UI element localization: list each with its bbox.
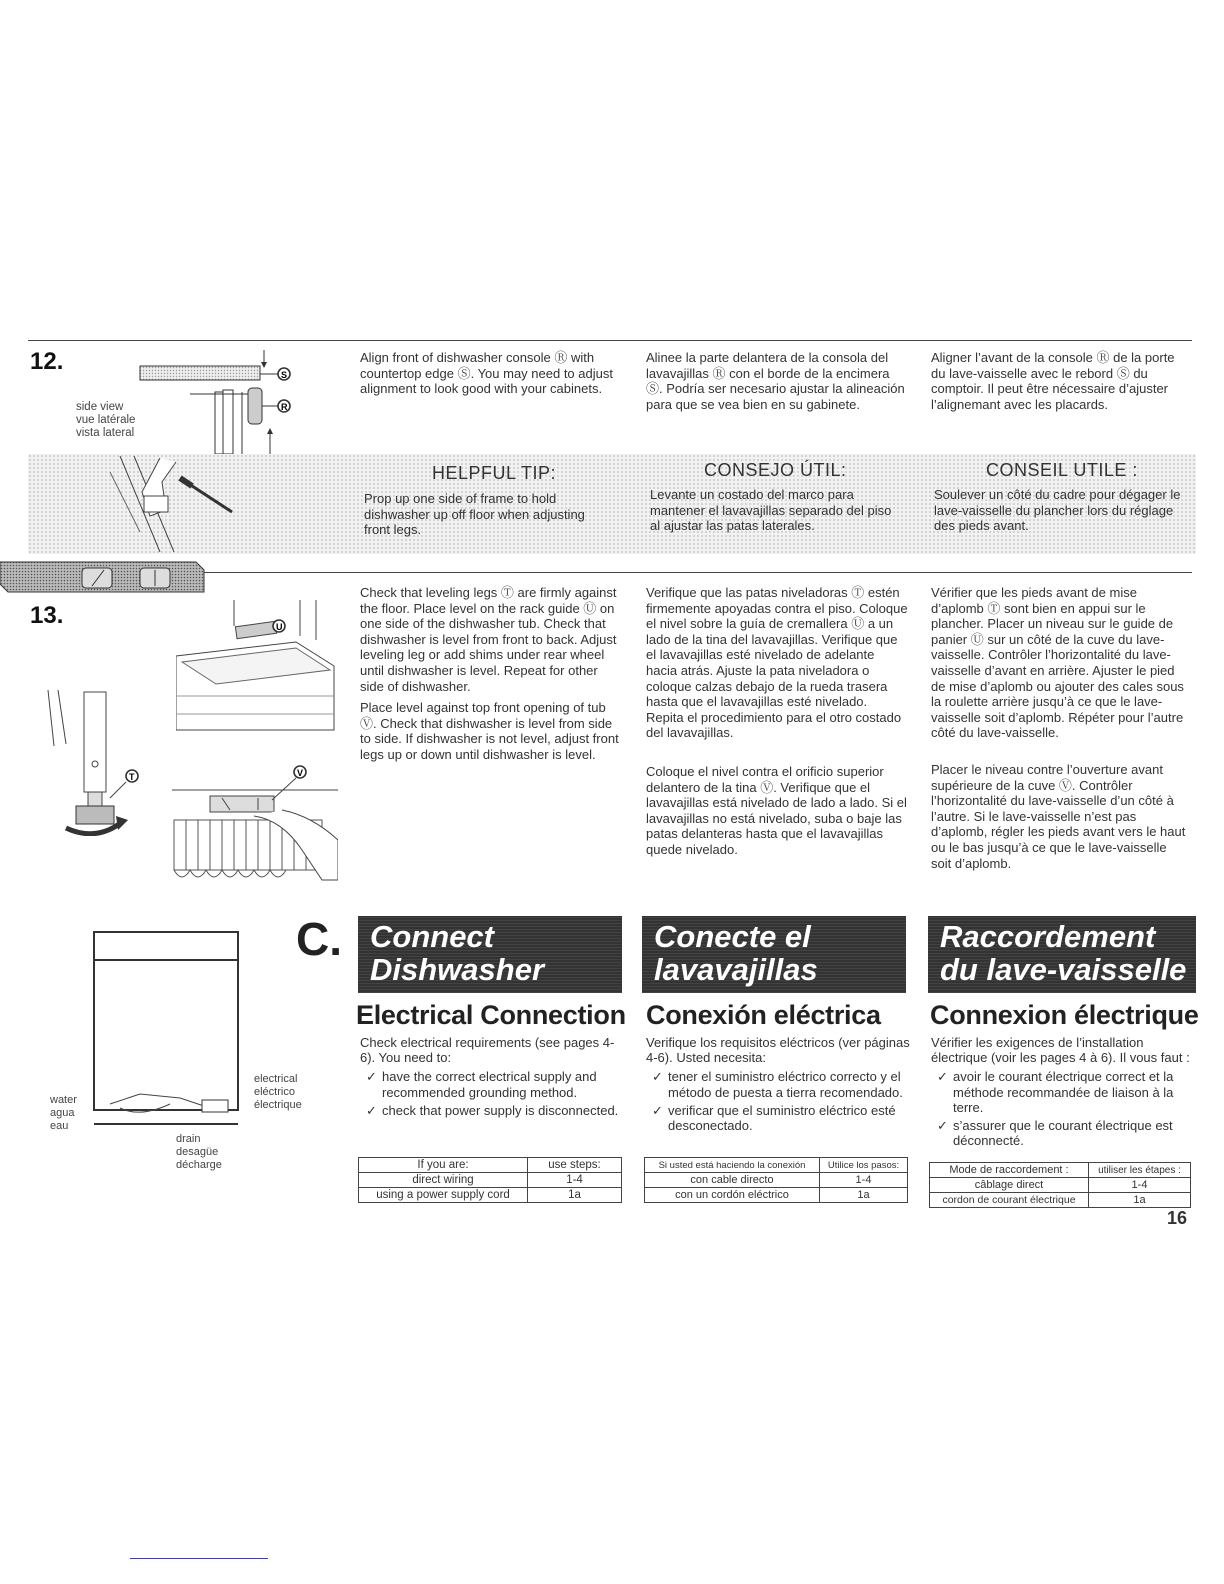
check-icon: ✓ [937, 1069, 948, 1085]
list-item [646, 1103, 920, 1133]
water-label-fr: eau [50, 1120, 69, 1132]
table-row [359, 1158, 622, 1173]
electrical-item-es-2: verificar que el suministro eléctrico esté desconectado. [668, 1102, 896, 1134]
wrench-frame-illustration [100, 452, 240, 556]
electrical-intro-en: Check electrical requirements (see pages 4-6). You need to: [360, 1035, 615, 1066]
table-header-cell: If you are: [359, 1158, 528, 1173]
step-13-es-paragraph-2: Coloque el nivel contra el orificio superior delantero de la tina Ⓥ. Verifique que el lavavajillas está nivelado de lado a lado. Si el lavavajillas no está nivelado, suba o baje las patas delanteras hasta que el lavavajillas quede nivelado. [646, 763, 907, 857]
step-12-en: Align front of dishwasher console Ⓡ with countertop edge Ⓢ. You may need to adjust alignment to look good with your cabinets. [360, 350, 613, 397]
check-icon: ✓ [937, 1118, 948, 1134]
electrical-intro-es: Verifique los requisitos eléctricos (ver páginas 4-6). Usted necesita: [646, 1035, 910, 1066]
banner-es-line-1: Conecte el [654, 919, 811, 954]
table-row [645, 1158, 908, 1173]
electrical-item-en-1: have the correct electrical supply and recommended grounding method. [382, 1069, 597, 1100]
helpful-tip-title-en: HELPFUL TIP: [432, 463, 557, 483]
banner-en-line-1: Connect [370, 919, 494, 954]
electrical-intro-fr: Vérifier les exigences de l’installation électrique (voir les pages 4 à 6). Il vous faut : [931, 1035, 1190, 1066]
banner-en [358, 916, 622, 993]
water-label-en: water [50, 1094, 77, 1106]
step-12-fr: Aligner l’avant de la console Ⓡ de la porte du lave-vaisselle avec le rebord Ⓢ du comptoir. Il peut être nécessaire d’ajuster l’alignemant avec les placards. [931, 350, 1175, 412]
table-header-cell: Mode de raccordement : [930, 1163, 1089, 1178]
helpful-tip-text-en: Prop up one side of frame to hold dishwasher up off floor when adjusting front legs. [364, 491, 585, 537]
steps-table-es [644, 1157, 908, 1203]
step-13-en-paragraph-2: Place level against top front opening of tub Ⓥ. Check that dishwasher is level from side to side. If dishwasher is not level, adjust front legs up or down until dishwasher is level. [360, 700, 619, 762]
svg-text:V: V [297, 768, 304, 778]
electrical-text-es [646, 1035, 920, 1136]
step-12-number: 12. [30, 348, 64, 375]
table-row [645, 1188, 908, 1203]
bottom-divider [130, 1558, 268, 1559]
banner-es-line-2: lavavajillas [654, 952, 818, 987]
electrical-label-es: eléctrico [254, 1086, 295, 1098]
svg-text:T: T [129, 772, 135, 782]
check-icon: ✓ [652, 1102, 663, 1118]
table-row [645, 1173, 908, 1188]
table-header-cell: utiliser les étapes : [1089, 1163, 1191, 1178]
banner-es [642, 916, 906, 993]
table-cell: using a power supply cord [359, 1188, 528, 1203]
electrical-label-en: electrical [254, 1073, 298, 1085]
banner-fr-line-2: du lave-vaisselle [940, 952, 1187, 987]
step-12-text-en [360, 350, 622, 403]
section-c-letter: C. [296, 913, 342, 965]
table-cell: 1a [528, 1188, 622, 1203]
helpful-tip-text-fr: Soulever un côté du cadre pour dégager le lave-vaisselle du plancher lors du réglage des pieds avant. [934, 487, 1181, 533]
step-12-text-es [646, 350, 908, 418]
list-item [646, 1069, 920, 1099]
table-header-cell: Si usted está haciendo la conexión [645, 1158, 820, 1173]
heading-fr: Connexion électrique [930, 1000, 1199, 1030]
electrical-item-fr-1: avoir le courant électrique correct et la méthode recommandée de liaison à la terre. [953, 1069, 1174, 1115]
step-13-number: 13. [30, 602, 64, 629]
table-cell: câblage direct [930, 1178, 1089, 1193]
step-13-rack-guide-illustration [176, 596, 336, 736]
step-13-text-fr [931, 585, 1187, 877]
table-header-cell: use steps: [528, 1158, 622, 1173]
side-view-label-fr: vue latérale [76, 414, 136, 426]
electrical-item-fr-2: s’assurer que le courant électrique est déconnecté. [953, 1118, 1173, 1149]
table-cell: 1-4 [1089, 1178, 1191, 1193]
table-row [359, 1173, 622, 1188]
electrical-item-en-2: check that power supply is disconnected. [382, 1102, 619, 1118]
helpful-tip-text-es: Levante un costado del marco para mantener el lavavajillas separado del piso al ajustar las patas laterales. [650, 487, 892, 533]
step-12-side-view-illustration [130, 342, 320, 454]
step-13-en-paragraph-1: Check that leveling legs Ⓣ are firmly against the floor. Place level on the rack guide Ⓤ on one side of the dishwasher tub. Check that dishwasher is level from front to back. Adjust leveling leg or add shims under rear wheel until dishwasher is level. Repeat for other side of dishwasher. [360, 585, 617, 694]
table-cell: 1a [820, 1188, 908, 1203]
list-item [931, 1118, 1191, 1148]
table-row [359, 1188, 622, 1203]
page-number: 16 [1167, 1208, 1188, 1228]
top-rule [28, 340, 1192, 341]
table-row [930, 1163, 1191, 1178]
table-cell: cordon de courant électrique [930, 1193, 1089, 1208]
drain-label-fr: décharge [176, 1159, 222, 1171]
level-tool-illustration [0, 558, 206, 598]
table-cell: con un cordón eléctrico [645, 1188, 820, 1203]
step-13-text-es [646, 585, 908, 864]
check-icon: ✓ [366, 1102, 377, 1118]
banner-fr [928, 916, 1196, 993]
electrical-text-en [360, 1035, 622, 1121]
svg-text:R: R [281, 402, 288, 412]
table-cell: 1-4 [528, 1173, 622, 1188]
steps-table-fr [929, 1162, 1191, 1208]
dishwasher-connections-illustration [80, 928, 260, 1138]
banner-en-line-2: Dishwasher [370, 952, 545, 987]
step-12-text-fr [931, 350, 1187, 418]
step-13-tub-opening-illustration [172, 760, 338, 888]
step-13-fr-paragraph-1: Vérifier que les pieds avant de mise d’aplomb Ⓣ sont bien en appui sur le plancher. Placer un niveau sur le guide de panier Ⓤ sur un côté de la cuve du lave-vaisselle. Contrôler l’horizontalité du lave-vaisselle d’avant en arrière. Ajuster le pied de mise d’aplomb ou ajouter des cales sous la roulette arrière jusqu’à ce que le lave-vaisselle soit d’aplomb. Répéter pour l’autre côté du lave-vaisselle. [931, 585, 1184, 741]
helpful-tip-title-fr: CONSEIL UTILE : [986, 460, 1138, 480]
drain-label-en: drain [176, 1133, 201, 1145]
check-icon: ✓ [652, 1069, 663, 1085]
list-item [360, 1103, 622, 1118]
step-13-text-en [360, 585, 622, 769]
step-13-leveling-leg-illustration [36, 686, 156, 836]
water-label-es: agua [50, 1107, 75, 1119]
table-cell: 1-4 [820, 1173, 908, 1188]
electrical-item-es-1: tener el suministro eléctrico correcto y el método de puesta a tierra recomendado. [668, 1069, 903, 1100]
drain-label-es: desagüe [176, 1146, 219, 1158]
heading-es: Conexión eléctrica [646, 1000, 881, 1030]
helpful-tip-title-es: CONSEJO ÚTIL: [704, 460, 847, 480]
table-cell: direct wiring [359, 1173, 528, 1188]
electrical-label-fr: électrique [254, 1099, 302, 1111]
step-13-fr-paragraph-2: Placer le niveau contre l’ouverture avant supérieure de la cuve Ⓥ. Contrôler l’horizontalité du lave-vaisselle d’un côté à l’autre. Si le lave-vaisselle n’est pas d’aplomb, régler les pieds avant vers le haut ou le bas jusqu’à ce que le lave-vaisselle soit d’aplomb. [931, 761, 1186, 871]
svg-text:U: U [276, 622, 283, 632]
table-cell: 1a [1089, 1193, 1191, 1208]
electrical-text-fr [931, 1035, 1191, 1151]
table-row [930, 1193, 1191, 1208]
table-cell: con cable directo [645, 1173, 820, 1188]
banner-fr-line-1: Raccordement [940, 919, 1156, 954]
heading-en: Electrical Connection [356, 1000, 626, 1030]
steps-table-en [358, 1157, 622, 1203]
table-header-cell: Utilice los pasos: [820, 1158, 908, 1173]
list-item [360, 1069, 622, 1099]
svg-text:S: S [281, 370, 288, 380]
step-12-es: Alinee la parte delantera de la consola del lavavajillas Ⓡ con el borde de la encimera Ⓢ. Podría ser necesario ajustar la alineación para que se vea bien en su gabinete. [646, 350, 905, 412]
side-view-label-es: vista lateral [76, 427, 135, 439]
step-13-es-paragraph-1: Verifique que las patas niveladoras Ⓣ estén firmemente apoyadas contra el piso. Coloque el nivel sobre la guía de cremallera Ⓤ a un lado de la tina del lavavajillas. Verifique que el lavavajillas esté nivelado de adelante hacia atrás. Ajuste la pata niveladora o coloque calzas debajo de la rueda trasera hasta que el lavavajillas esté nivelado. Repita el procedimiento para el otro costado del lavavajillas. [646, 585, 908, 741]
side-view-label-en: side view [76, 401, 124, 413]
check-icon: ✓ [366, 1069, 377, 1085]
list-item [931, 1069, 1191, 1115]
table-row [930, 1178, 1191, 1193]
